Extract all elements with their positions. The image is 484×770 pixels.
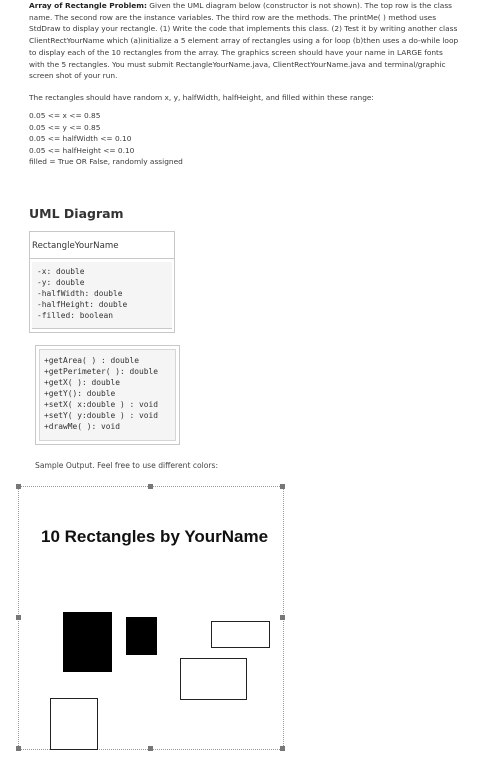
uml-method: +getPerimeter( ): double [44,367,159,376]
resize-handle-left[interactable] [16,615,21,620]
resize-handle-bottom[interactable] [148,746,153,751]
uml-method: +getY(): double [44,389,116,398]
problem-heading: Array of Rectangle Problem: [29,1,147,10]
outline-rectangle [50,698,98,750]
uml-field: -x: double [37,267,85,276]
uml-method: +setY( y:double ) : void [44,411,159,420]
uml-field: -y: double [37,278,85,287]
sample-output-image[interactable] [18,486,284,750]
ranges-intro: The rectangles should have random x, y, halfWidth, halfHeight, and filled within these range: [29,93,374,102]
uml-method: +getArea( ) : double [44,356,140,365]
sample-title: 10 Rectangles by YourName [41,527,269,546]
uml-field: -halfWidth: double [37,289,123,298]
uml-class-name: RectangleYourName [30,232,174,259]
uml-fields-box [32,262,172,329]
uml-method: +getX( ): double [44,378,121,387]
uml-method: +setX( x:double ) : void [44,400,159,409]
uml-methods-box [35,345,180,445]
uml-methods-inner [39,349,176,441]
range-half-width: 0.05 <= halfWidth <= 0.10 [29,134,132,143]
ranges-list [29,110,183,168]
uml-class-box [29,231,175,333]
range-y: 0.05 <= y <= 0.85 [29,122,101,132]
resize-handle-top-right[interactable] [280,484,285,489]
resize-handle-bottom-left[interactable] [16,746,21,751]
uml-heading: UML Diagram [29,206,124,221]
resize-handle-top[interactable] [148,484,153,489]
uml-methods [40,350,175,432]
uml-field: -filled: boolean [37,311,114,320]
range-x: 0.05 <= x <= 0.85 [29,111,101,120]
problem-description [29,0,459,82]
range-filled: filled = True OR False, randomly assigned [29,157,183,166]
resize-handle-bottom-right[interactable] [280,746,285,751]
uml-fields [32,262,172,321]
uml-method: +drawMe( ): void [44,422,121,431]
outline-rectangle [211,621,270,648]
sample-caption: Sample Output. Feel free to use different colors: [35,461,219,470]
problem-text: Given the UML diagram below (constructor is not shown). The top row is the class name. The second row are the instance variables. The third row are the methods. The printMe( ) method uses StdDraw to display your rectangle. (1) Write the code that implements this class. (2) Test it by writing another class ClientRectYourName which (a)initialize a 5 element array of rectangles using a for loop (b)then uses a do-while loop to display each of the 10 rectangles from the array. The graphics screen should have your name in LARGE fonts with the 5 rectangles. You must submit RectangleYourName.java, ClientRectYourName.java and terminal/graphic screen shot of your run. [29,1,459,81]
range-half-height: 0.05 <= halfHeight <= 0.10 [29,145,135,155]
filled-rectangle [63,612,112,672]
outline-rectangle [180,658,247,700]
uml-field: -halfHeight: double [37,300,128,309]
resize-handle-top-left[interactable] [16,484,21,489]
filled-rectangle [126,617,157,655]
resize-handle-right[interactable] [280,615,285,620]
